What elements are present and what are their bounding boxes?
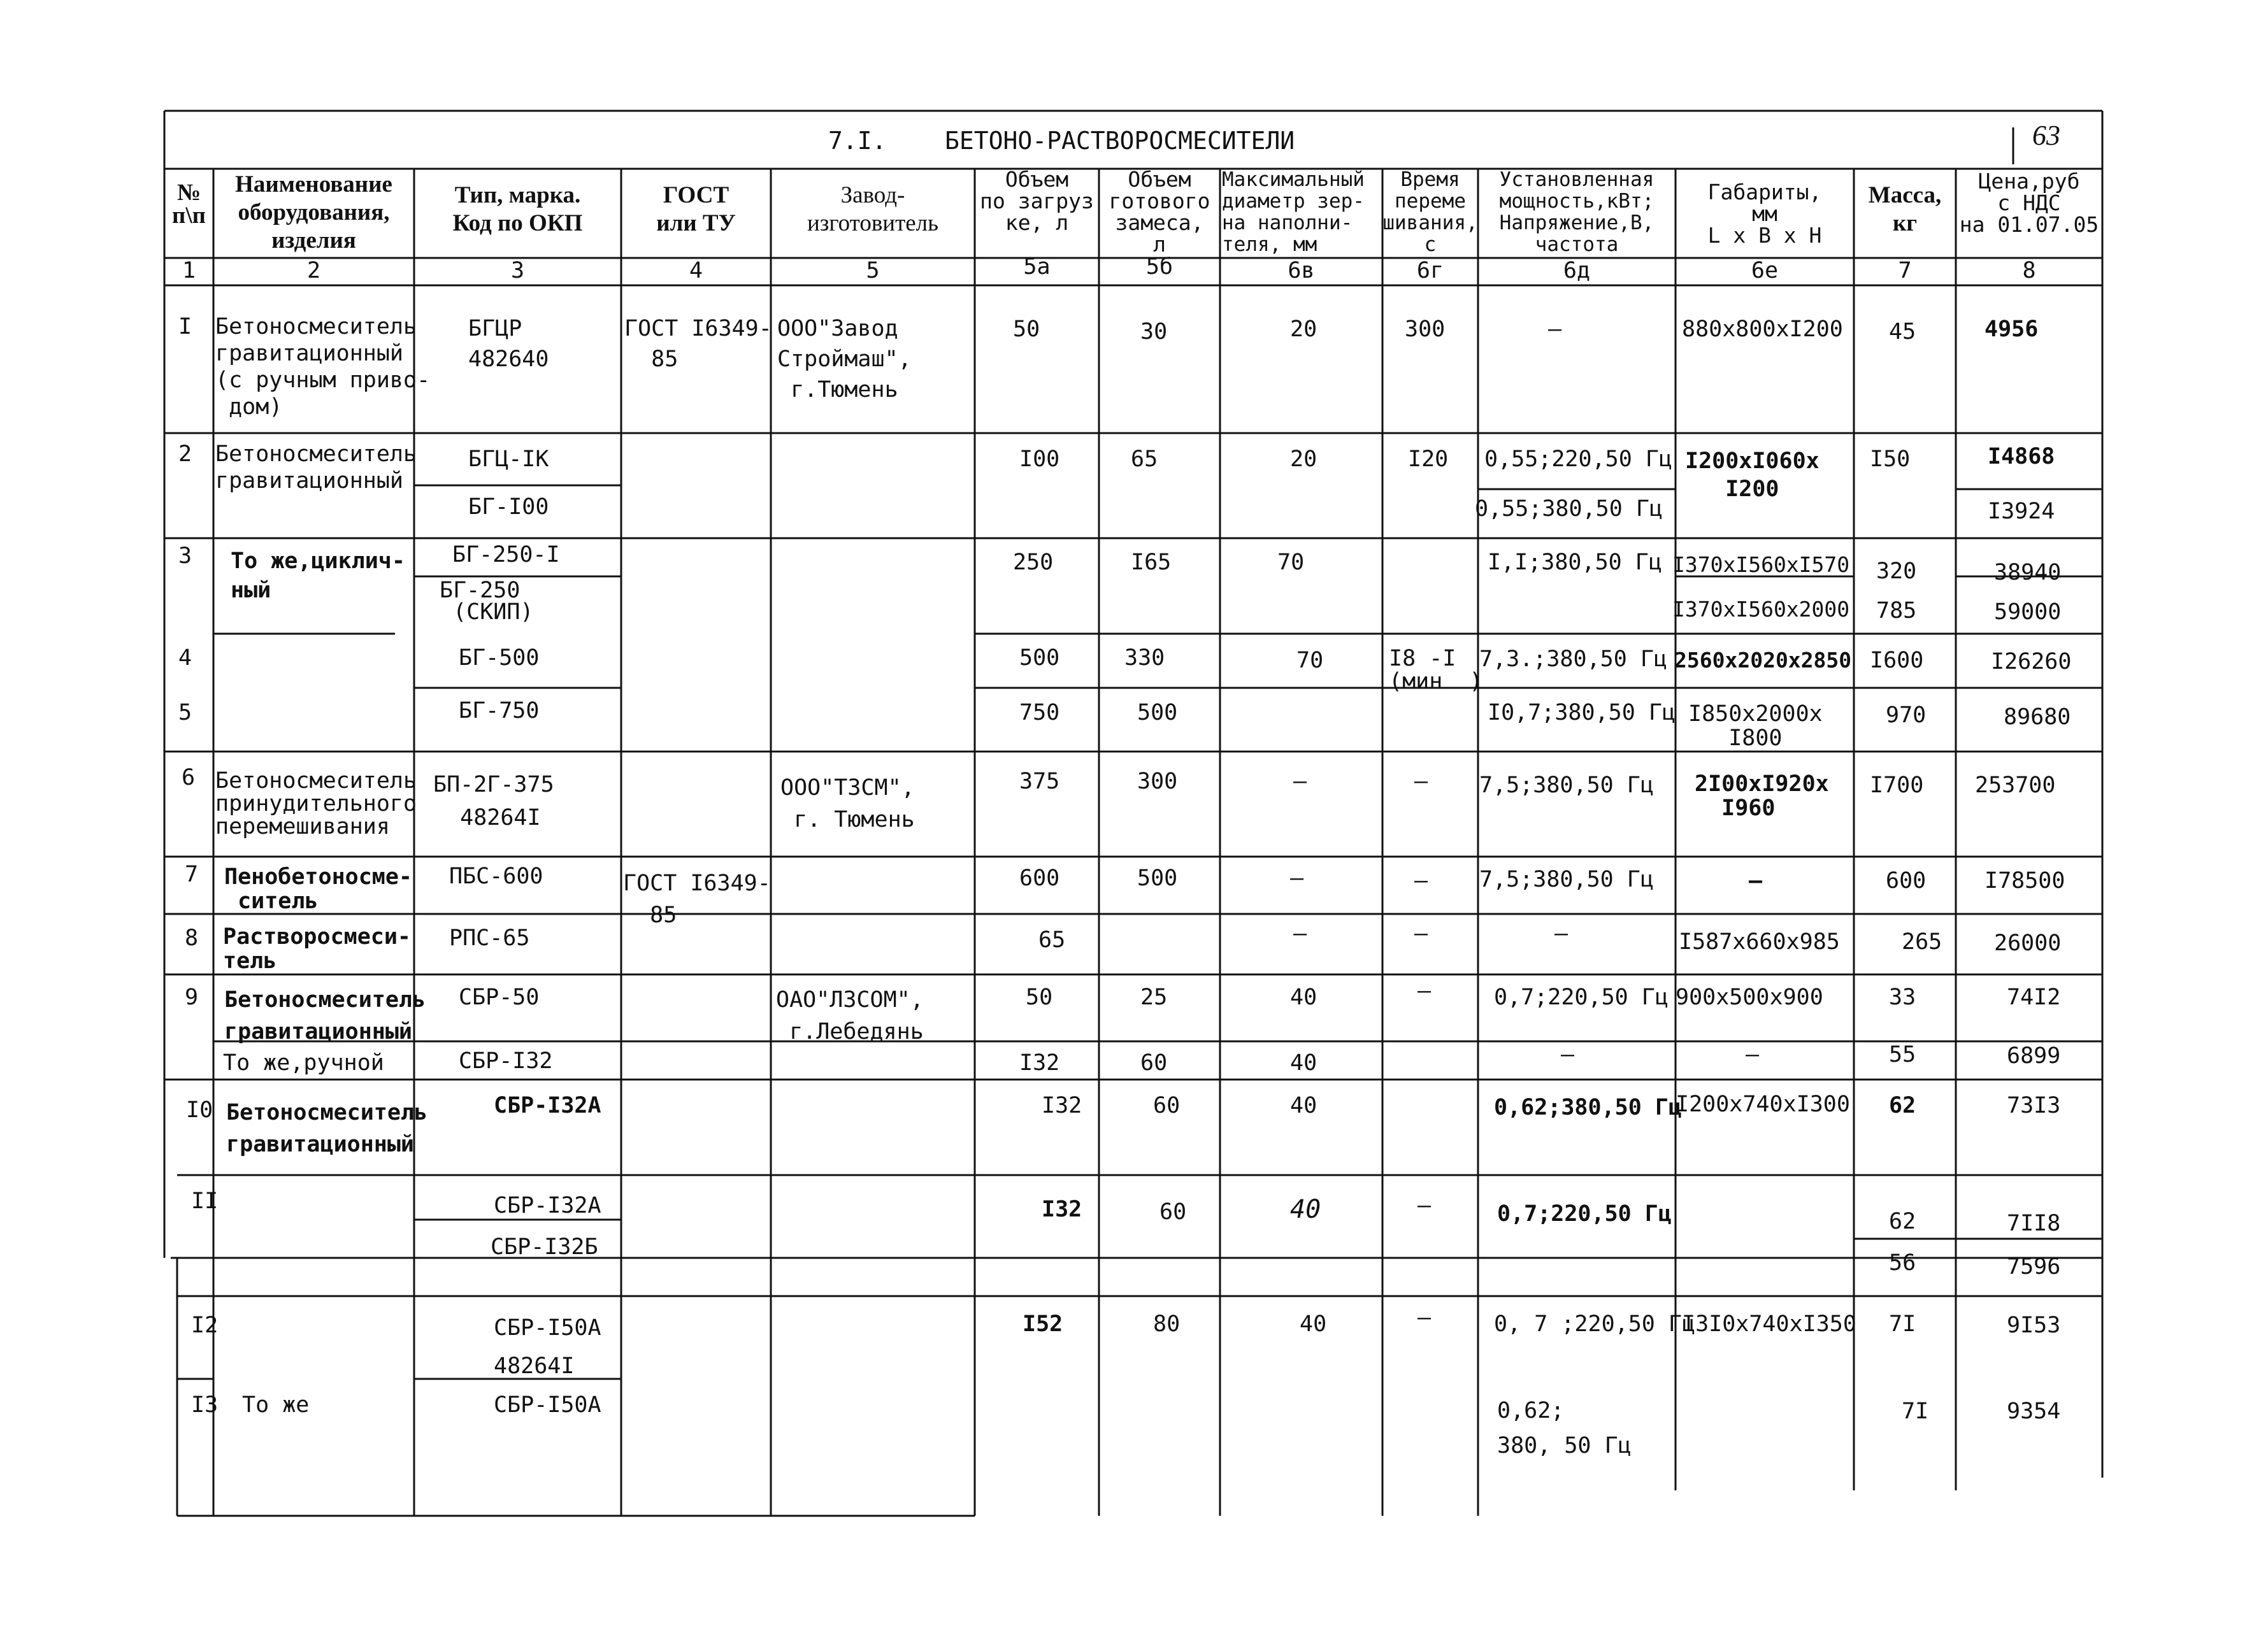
row-11-type-a: СБР-I32А <box>494 1193 601 1218</box>
header-gost: ГОСТ или ТУ <box>656 182 736 236</box>
row-8-power: – <box>1554 921 1568 946</box>
row-1-name: Бетоносмеситель гравитационный (с ручным приво- дом) <box>215 314 431 420</box>
row-7-price: I78500 <box>1984 868 2065 894</box>
row-2-ready: 65 <box>1131 446 1158 472</box>
row-9-type-a: СБР-50 <box>459 985 540 1010</box>
row-6-load: 375 <box>1019 769 1060 794</box>
row-4-mass: I600 <box>1870 648 1924 673</box>
row-11-number: II <box>191 1188 219 1214</box>
row-6-ready: 300 <box>1137 769 1178 794</box>
row-3-mass-b: 785 <box>1876 598 1917 624</box>
header-power: Установленная мощность,кВт; Напряжение,В, частота <box>1499 168 1654 256</box>
row-9-time: – <box>1418 978 1432 1004</box>
row-1-load: 50 <box>1013 317 1040 342</box>
row-9-name: Бетоносмеситель гравитационный <box>224 987 426 1045</box>
row-5-load: 750 <box>1019 700 1060 725</box>
col-num-6d: 6д <box>1563 258 1591 283</box>
row-9-dimensions-a: 900x500x900 <box>1676 985 1823 1010</box>
header-name: Наименование оборудования, изделия <box>235 171 392 253</box>
header-number: № п\п <box>172 180 206 229</box>
row-6-maker: ООО"ТЗСМ", г. Тюмень <box>780 775 915 832</box>
row-9-price-a: 74I2 <box>2007 985 2061 1010</box>
row-7-number: 7 <box>185 862 199 887</box>
row-6-diameter: – <box>1293 769 1307 794</box>
row-6-mass: I700 <box>1870 773 1924 798</box>
row-2-load: I00 <box>1019 446 1060 472</box>
row-8-load: 65 <box>1038 927 1066 953</box>
row-9-diameter-b: 40 <box>1290 1050 1317 1076</box>
row-11-time: – <box>1418 1193 1432 1218</box>
row-6-dimensions: 2I00xI920x I960 <box>1695 771 1829 821</box>
header-ready-volume: Объем готового замеса, л <box>1109 167 1210 257</box>
row-2-power-b: 0,55;380,50 Гц <box>1475 496 1663 522</box>
header-dimensions: Габариты, мм L x B x H <box>1707 180 1822 248</box>
row-12-ready: 80 <box>1153 1311 1181 1337</box>
row-10-ready: 60 <box>1153 1093 1181 1118</box>
row-8-diameter: – <box>1293 921 1307 946</box>
row-4-power: 7,3.;380,50 Гц <box>1479 646 1668 672</box>
row-13-power: 0,62; 380, 50 Гц <box>1497 1398 1632 1458</box>
col-num-6e: 6е <box>1751 258 1779 283</box>
row-11-power: 0,7;220,50 Гц <box>1497 1201 1672 1227</box>
row-10-name: Бетоносмеситель гравитационный <box>226 1100 428 1157</box>
row-7-mass: 600 <box>1886 868 1927 894</box>
row-4-ready: 330 <box>1124 645 1165 671</box>
row-11-diameter: 40 <box>1290 1195 1321 1224</box>
row-7-load: 600 <box>1019 866 1060 891</box>
table-title: 7.I. БЕТОНО-РАСТВОРОСМЕСИТЕЛИ <box>828 127 1295 155</box>
col-num-1: 1 <box>182 258 196 283</box>
col-num-4: 4 <box>689 258 703 283</box>
row-12-number: I2 <box>191 1313 219 1338</box>
row-11-ready: 60 <box>1159 1199 1187 1225</box>
row-5-type: БГ-750 <box>459 698 540 724</box>
row-2-type-a: БГЦ-IК <box>468 446 549 472</box>
row-3-type-b: БГ-250 (СКИП) <box>440 578 534 625</box>
header-max-diameter: Максимальный диаметр зер- на наполни- теля, мм <box>1222 168 1365 256</box>
row-4-dimensions: 2560x2020x2850 <box>1674 648 1852 673</box>
row-9-power-b: – <box>1561 1042 1575 1067</box>
row-9-type-b: СБР-I32 <box>459 1048 553 1074</box>
row-3-mass-a: 320 <box>1876 559 1917 584</box>
row-8-type: РПС-65 <box>449 925 530 951</box>
header-type: Тип, марка. Код по ОКП <box>452 182 583 236</box>
header-maker: Завод- изготовитель <box>807 182 939 236</box>
row-3-name: То же,циклич- ный <box>231 548 405 603</box>
row-8-mass: 265 <box>1902 929 1942 955</box>
row-9-maker: ОАО"ЛЗСОМ", г.Лебедянь <box>776 987 924 1045</box>
row-3-number: 3 <box>178 543 192 569</box>
header-mass: Масса, кг <box>1868 182 1942 236</box>
row-2-mass: I50 <box>1870 446 1911 472</box>
row-8-price: 26000 <box>1994 931 2062 956</box>
row-12-dimensions: I3I0x740xI350 <box>1682 1311 1856 1337</box>
row-13-mass: 7I <box>1902 1399 1929 1424</box>
row-2-dimensions: I200xI060x I200 <box>1685 448 1819 502</box>
row-11-price-b: 7596 <box>2007 1254 2061 1280</box>
row-1-type: БГЦР 482640 <box>468 316 549 372</box>
header-price: Цена,руб с НДС на 01.07.05 <box>1959 169 2099 237</box>
row-11-mass-b: 56 <box>1889 1250 1916 1276</box>
row-10-power: 0,62;380,50 Гц <box>1494 1095 1683 1120</box>
col-num-3: 3 <box>510 258 525 283</box>
row-2-price-a: I4868 <box>1988 444 2055 469</box>
row-5-mass: 970 <box>1886 702 1927 728</box>
row-6-power: 7,5;380,50 Гц <box>1479 773 1654 798</box>
row-12-mass: 7I <box>1889 1311 1916 1337</box>
row-9-ready-a: 25 <box>1140 985 1168 1010</box>
row-7-gost: ГОСТ I6349- 85 <box>623 871 771 928</box>
row-13-price: 9354 <box>2007 1399 2061 1424</box>
row-2-type-b: БГ-I00 <box>468 494 549 520</box>
row-10-price: 73I3 <box>2007 1093 2061 1118</box>
row-1-power: – <box>1548 317 1562 342</box>
row-7-power: 7,5;380,50 Гц <box>1479 867 1654 892</box>
row-11-price-a: 7II8 <box>2007 1211 2061 1236</box>
row-5-number: 5 <box>178 700 192 725</box>
row-6-name: Бетоносмеситель принудительного перемешивания <box>215 768 417 839</box>
row-7-type: ПБС-600 <box>449 864 543 889</box>
col-num-6v: 6в <box>1288 258 1315 283</box>
row-11-type-b: СБР-I32Б <box>491 1234 598 1260</box>
row-2-number: 2 <box>178 441 192 467</box>
row-9-load-a: 50 <box>1026 985 1053 1010</box>
col-num-5a: 5а <box>1023 254 1051 280</box>
row-1-time: 300 <box>1405 317 1446 342</box>
col-num-5: 5 <box>866 258 880 283</box>
row-11-mass-a: 62 <box>1889 1209 1916 1234</box>
row-4-diameter: 70 <box>1296 648 1324 673</box>
row-9-dimensions-b: – <box>1746 1042 1760 1067</box>
row-10-load: I32 <box>1042 1093 1082 1118</box>
row-2-diameter: 20 <box>1290 446 1317 472</box>
row-7-diameter: – <box>1290 866 1304 891</box>
row-5-dimensions: I850x2000x I800 <box>1688 701 1823 751</box>
row-2-time: I20 <box>1408 446 1449 472</box>
row-5-price: 89680 <box>2004 704 2071 730</box>
row-9-price-b: 6899 <box>2007 1043 2061 1069</box>
row-13-type: СБР-I50А <box>494 1392 601 1418</box>
row-1-maker: ООО"Завод Строймаш", г.Тюмень <box>777 316 912 403</box>
col-num-6g: 6г <box>1416 258 1444 283</box>
row-9-name-b: То же,ручной <box>223 1050 384 1076</box>
row-4-type: БГ-500 <box>459 645 540 671</box>
col-num-2: 2 <box>306 258 321 283</box>
row-10-type: СБР-I32А <box>494 1093 601 1118</box>
row-3-price-b: 59000 <box>1994 599 2062 625</box>
row-1-diameter: 20 <box>1290 317 1317 342</box>
row-3-dimensions-a: I370xI560xI570 <box>1672 552 1850 577</box>
row-3-ready: I65 <box>1131 550 1172 575</box>
row-4-load: 500 <box>1019 645 1060 671</box>
row-2-price-b: I3924 <box>1988 499 2055 524</box>
row-13-number: I3 <box>191 1392 219 1418</box>
row-6-number: 6 <box>182 765 196 790</box>
row-4-price: I26260 <box>1991 649 2072 674</box>
row-9-diameter-a: 40 <box>1290 985 1317 1010</box>
row-7-ready: 500 <box>1137 866 1178 891</box>
row-6-price: 253700 <box>1975 773 2056 798</box>
row-1-mass: 45 <box>1889 319 1916 345</box>
page-number: 63 <box>2032 120 2060 151</box>
row-7-time: – <box>1414 868 1428 894</box>
row-12-price: 9I53 <box>2007 1313 2061 1338</box>
row-8-name: Растворосмеси- тель <box>223 924 412 974</box>
col-num-7: 7 <box>1898 258 1912 283</box>
row-3-dimensions-b: I370xI560x2000 <box>1672 597 1850 622</box>
row-12-power: 0, 7 ;220,50 Гц <box>1494 1311 1696 1337</box>
row-12-load: I52 <box>1023 1311 1063 1337</box>
row-4-number: 4 <box>178 645 192 671</box>
row-4-time: I8 -I (мин ) <box>1389 646 1483 694</box>
row-9-load-b: I32 <box>1019 1050 1060 1076</box>
row-7-name: Пенобетоносме- ситель <box>224 864 413 914</box>
row-10-diameter: 40 <box>1290 1093 1317 1118</box>
row-9-mass-a: 33 <box>1889 985 1916 1010</box>
col-num-8: 8 <box>2022 258 2036 283</box>
row-2-name: Бетоносмеситель гравитационный <box>215 441 417 494</box>
row-1-number: I <box>178 314 192 339</box>
col-num-5b: 5б <box>1145 254 1173 280</box>
row-10-dimensions: I200x740xI300 <box>1676 1092 1850 1117</box>
row-6-type: БП-2Г-375 48264I <box>433 772 554 831</box>
row-3-power: I,I;380,50 Гц <box>1488 550 1662 575</box>
row-13-name: То же <box>242 1392 310 1418</box>
row-10-mass: 62 <box>1889 1093 1916 1118</box>
row-9-ready-b: 60 <box>1140 1050 1168 1076</box>
row-1-price: 4956 <box>1984 317 2039 342</box>
row-8-dimensions: I587x660x985 <box>1679 929 1840 955</box>
row-1-ready: 30 <box>1140 319 1168 345</box>
row-3-load: 250 <box>1013 550 1054 575</box>
row-3-price-a: 38940 <box>1994 560 2062 585</box>
row-9-number: 9 <box>185 985 199 1010</box>
header-mixing-time: Время переме шивания, с <box>1382 168 1478 256</box>
row-3-diameter: 70 <box>1277 550 1305 575</box>
row-9-mass-b: 55 <box>1889 1042 1916 1067</box>
row-12-type: СБР-I50А 48264I <box>494 1315 601 1379</box>
row-1-gost: ГОСТ I6349- 85 <box>624 316 772 372</box>
row-6-time: – <box>1414 769 1428 794</box>
row-12-time: – <box>1418 1305 1432 1330</box>
row-5-ready: 500 <box>1137 700 1178 725</box>
row-8-time: – <box>1414 921 1428 946</box>
row-12-diameter: 40 <box>1300 1311 1327 1337</box>
row-2-power-a: 0,55;220,50 Гц <box>1484 446 1673 472</box>
header-load-volume: Объем по загруз ке, л <box>980 167 1094 235</box>
row-11-load: I32 <box>1042 1197 1082 1222</box>
row-10-number: I0 <box>186 1097 213 1123</box>
row-8-number: 8 <box>185 925 199 951</box>
row-9-power-a: 0,7;220,50 Гц <box>1494 985 1669 1010</box>
row-1-dimensions: 880x800xI200 <box>1682 317 1843 342</box>
row-3-type-a: БГ-250-I <box>452 542 560 567</box>
row-5-power: I0,7;380,50 Гц <box>1488 700 1676 725</box>
row-7-dimensions: – <box>1749 868 1763 894</box>
